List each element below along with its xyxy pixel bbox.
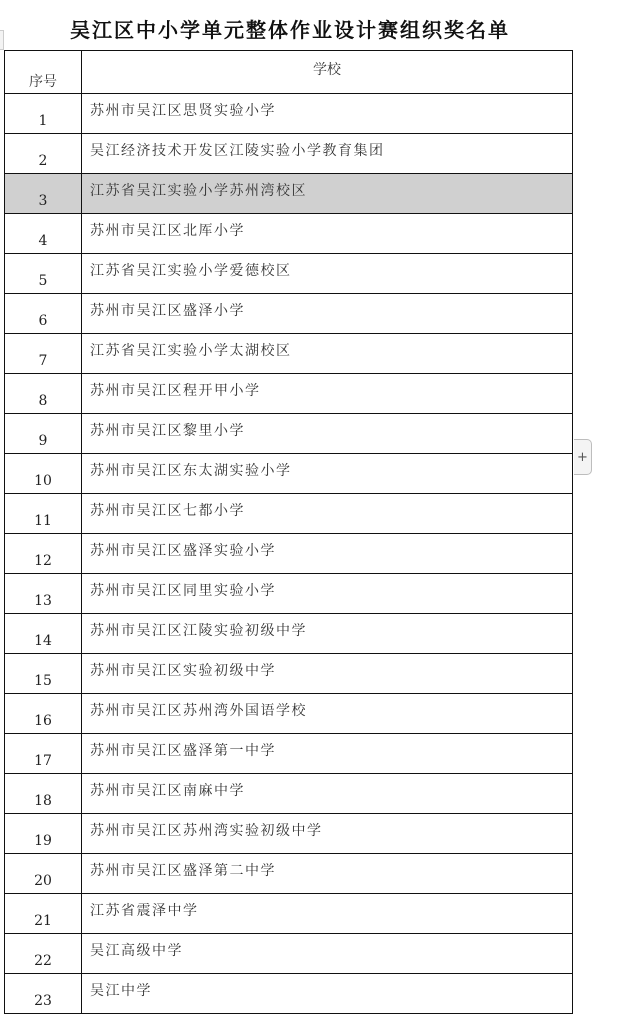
table-row — [5, 934, 573, 974]
school-name: 江苏省吴江实验小学苏州湾校区 — [82, 174, 573, 214]
row-number: 11 — [5, 494, 82, 534]
row-number: 12 — [5, 534, 82, 574]
table-row — [5, 654, 573, 694]
table-row — [5, 454, 573, 494]
row-number: 15 — [5, 654, 82, 694]
school-name: 苏州市吴江区盛泽小学 — [82, 294, 573, 334]
add-row-button[interactable] — [574, 439, 592, 475]
table-row — [5, 254, 573, 294]
table-row — [5, 134, 573, 174]
school-name: 苏州市吴江区苏州湾实验初级中学 — [82, 814, 573, 854]
table-row — [5, 694, 573, 734]
row-number: 7 — [5, 334, 82, 374]
table-row — [5, 854, 573, 894]
plus-icon: + — [577, 449, 588, 465]
row-number: 1 — [5, 94, 82, 134]
header-school: 学校 — [82, 51, 573, 94]
table-row — [5, 174, 573, 214]
school-name: 苏州市吴江区七都小学 — [82, 494, 573, 534]
table-row — [5, 614, 573, 654]
row-number: 18 — [5, 774, 82, 814]
school-name: 吴江高级中学 — [82, 934, 573, 974]
table-row — [5, 974, 573, 1014]
row-number: 20 — [5, 854, 82, 894]
school-name: 苏州市吴江区盛泽第一中学 — [82, 734, 573, 774]
school-name: 苏州市吴江区盛泽实验小学 — [82, 534, 573, 574]
row-number: 21 — [5, 894, 82, 934]
table-row — [5, 814, 573, 854]
table-row — [5, 574, 573, 614]
school-name: 苏州市吴江区同里实验小学 — [82, 574, 573, 614]
school-name: 苏州市吴江区黎里小学 — [82, 414, 573, 454]
school-name: 江苏省吴江实验小学太湖校区 — [82, 334, 573, 374]
header-number: 序号 — [5, 51, 82, 94]
row-number: 8 — [5, 374, 82, 414]
table-row — [5, 94, 573, 134]
school-name: 江苏省吴江实验小学爱德校区 — [82, 254, 573, 294]
school-name: 吴江中学 — [82, 974, 573, 1014]
school-name: 吴江经济技术开发区江陵实验小学教育集团 — [82, 134, 573, 174]
table-row — [5, 734, 573, 774]
school-name: 苏州市吴江区思贤实验小学 — [82, 94, 573, 134]
table-row — [5, 494, 573, 534]
table-row — [5, 774, 573, 814]
row-number: 13 — [5, 574, 82, 614]
row-number: 16 — [5, 694, 82, 734]
row-number: 6 — [5, 294, 82, 334]
row-number: 10 — [5, 454, 82, 494]
row-number: 4 — [5, 214, 82, 254]
row-number: 23 — [5, 974, 82, 1014]
row-number: 14 — [5, 614, 82, 654]
school-name: 苏州市吴江区苏州湾外国语学校 — [82, 694, 573, 734]
table-header-row — [5, 51, 573, 94]
table-row — [5, 214, 573, 254]
table-row — [5, 294, 573, 334]
row-number: 9 — [5, 414, 82, 454]
school-name: 苏州市吴江区实验初级中学 — [82, 654, 573, 694]
school-name: 苏州市吴江区东太湖实验小学 — [82, 454, 573, 494]
document-title: 吴江区中小学单元整体作业设计赛组织奖名单 — [70, 18, 510, 42]
row-number: 3 — [5, 174, 82, 214]
table-row — [5, 334, 573, 374]
school-name: 苏州市吴江区程开甲小学 — [82, 374, 573, 414]
row-number: 22 — [5, 934, 82, 974]
school-name: 苏州市吴江区盛泽第二中学 — [82, 854, 573, 894]
school-name: 苏州市吴江区南麻中学 — [82, 774, 573, 814]
row-number: 19 — [5, 814, 82, 854]
school-name: 苏州市吴江区北厍小学 — [82, 214, 573, 254]
row-number: 2 — [5, 134, 82, 174]
row-number: 17 — [5, 734, 82, 774]
table-row — [5, 374, 573, 414]
table-row — [5, 894, 573, 934]
school-name: 江苏省震泽中学 — [82, 894, 573, 934]
table-row — [5, 534, 573, 574]
school-name: 苏州市吴江区江陵实验初级中学 — [82, 614, 573, 654]
award-table — [4, 50, 573, 1014]
row-number: 5 — [5, 254, 82, 294]
table-row — [5, 414, 573, 454]
